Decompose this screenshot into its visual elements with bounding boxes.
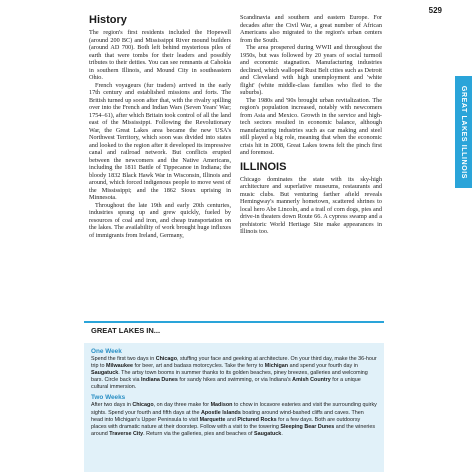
- history-paragraph-3: Throughout the late 19th and early 20th centuries, industries sprang up and grew quickly, fueled by resources of coal and iron, and cheap transportation on the lakes. The availability of work brought huge influxes of immigrants from Ireland, Germany,: [89, 201, 231, 239]
- one-week-text: Spend the first two days in Chicago, stuffing your face and geeking at architecture. On your third day, make the 36-hour trip to Milwaukee for beer, art and badass motorcycles. Take the ferry to Michigan and spend your fourth day in Saugatuck. The artsy town booms in summer thanks to its golden beaches, piney breezes, galleries and welcoming bars. Circle back via Indiana Dunes for sandy hikes and swimming, or via Indiana's Amish Country for a unique cultural immersion.: [91, 356, 377, 391]
- side-tab-label: GREAT LAKES ILLINOIS: [460, 85, 467, 179]
- history-heading: History: [89, 14, 127, 26]
- itinerary-heading: GREAT LAKES IN...: [84, 321, 384, 343]
- history-continued-paragraph-1: Scandinavia and southern and eastern Europe. For decades after the Civil War, a great number of African Americans also migrated to the region's urban centers from the South.: [240, 14, 382, 44]
- two-weeks-text: After two days in Chicago, on day three make for Madison to chow in locavore eateries and visit the surrounding quirky sights. Spend your fourth and fifth days at the Apostle Islands boating around wind-bashed cliffs and caves. Then head into Michigan's Upper Peninsula to visit Marquette and Pictured Rocks for a few days. Both are outdoorsy places with dramatic nature at their doorstep. Follow with a visit to the towering Sleeping Bear Dunes and the wineries around Traverse City. Return via the galleries, pies and beaches of Saugatuck.: [91, 402, 377, 437]
- page-number: 529: [428, 6, 442, 15]
- one-week-heading: One Week: [91, 348, 122, 355]
- history-continued-paragraph-2: The area prospered during WWII and throughout the 1950s, but was followed by 20 years of social turmoil and economic stagnation. Manufacturing industries declined, which walloped Rust Belt cities such as Detroit and Cleveland with high unemployment and 'white flight' (white middle-class families who fled to the suburbs).: [240, 44, 382, 96]
- left-column: [89, 14, 231, 239]
- history-continued-paragraph-3: The 1980s and '90s brought urban revitalization. The region's population increased, notably with newcomers from Asia and Mexico. Growth in the service and high-tech sectors resulted in economic balance, although manufacturing industries such as car making and steel still played a big role, meaning that when the economic crisis hit in 2008, Great Lakes towns felt the pinch first and foremost.: [240, 96, 382, 156]
- illinois-heading: ILLINOIS: [240, 160, 287, 173]
- right-column: [240, 14, 382, 236]
- history-paragraph-1: The region's first residents included the Hopewell (around 200 BC) and Mississippi River mound builders (around AD 700). Both left behind mysterious piles of earth that were tombs for their leaders and possibly tributes to their deities. You can see remnants at Cahokia in southern Illinois, and Mound City in southeastern Ohio.: [89, 29, 231, 81]
- itinerary-box: [84, 321, 384, 472]
- illinois-paragraph: Chicago dominates the state with its sky-high architecture and superlative museums, restaurants and music clubs. But venturing farther afield reveals Hemingway's mannerly hometown, scattered shrines to local hero Abe Lincoln, and a trail of corn dogs, pies and drive-in theaters down Route 66. A cypress swamp and a prehistoric World Heritage Site make appearances in Illinois too.: [240, 175, 382, 235]
- history-paragraph-2: French voyageurs (fur traders) arrived in the early 17th century and established missions and forts. The British turned up soon after that, with the rivalry spilling over into the French and Indian Wars (Seven Years' War; 1754–61), after which Britain took control of all the land east of the Mississippi. Following the Revolutionary War, the Great Lakes area became the new USA's Northwest Territory, which soon was divided into states and looked to the region after it developed its impressive canal and railroad network. But conflicts erupted between the newcomers and the Native Americans, including the 1811 Battle of Tippecanoe in Indiana; the bloody 1832 Black Hawk War in Wisconsin, Illinois and around, which forced indigenous people to move west of the Mississippi; and the 1862 Sioux uprising in Minnesota.: [89, 81, 231, 201]
- section-side-tab[interactable]: [455, 76, 472, 188]
- two-weeks-heading: Two Weeks: [91, 394, 126, 402]
